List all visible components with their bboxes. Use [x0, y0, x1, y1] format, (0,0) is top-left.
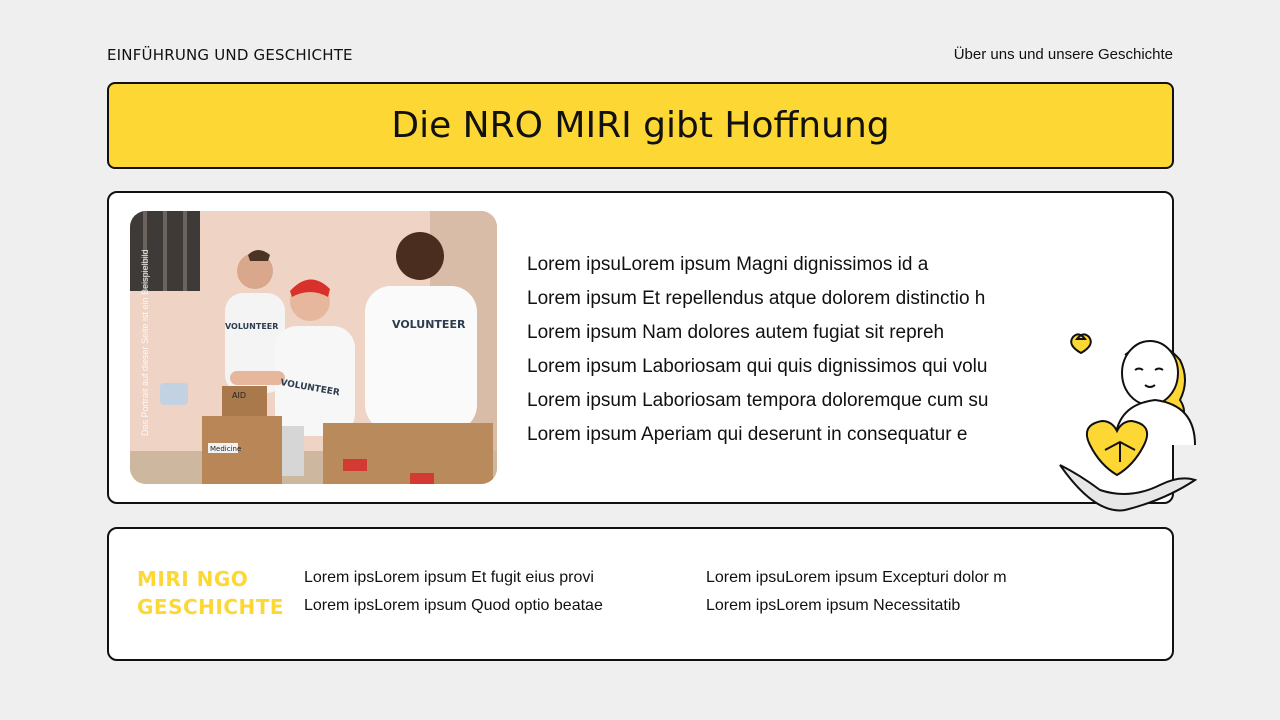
history-label-line: GESCHICHTE — [137, 595, 285, 619]
volunteers-photo — [130, 211, 497, 484]
body-line: Lorem ipsum Aperiam qui deserunt in consequatur e — [527, 424, 968, 445]
volunteers-illustration — [130, 211, 497, 484]
body-line: Lorem ipsum Et repellendus atque dolorem distinctio h — [527, 288, 986, 309]
shirt-label: VOLUNTEER — [392, 318, 466, 331]
section-subtitle: Über uns und unsere Geschichte — [953, 46, 1173, 63]
history-item: Lorem ipsuLorem ipsum Excepturi dolor m — [706, 569, 1007, 586]
history-label — [137, 565, 284, 621]
svg-text:AID: AID — [232, 391, 246, 400]
body-text — [527, 248, 1047, 452]
svg-text:VOLUNTEER: VOLUNTEER — [279, 378, 341, 399]
body-line: Lorem ipsuLorem ipsum Magni dignissimos id a — [527, 254, 929, 275]
history-item: Lorem ipsLorem ipsum Quod optio beatae — [304, 597, 603, 614]
history-column-1 — [304, 564, 603, 620]
photo-caption: Das Portrait auf dieser Seite ist ein Beispielbild — [140, 249, 150, 436]
svg-text:VOLUNTEER: VOLUNTEER — [225, 322, 279, 331]
section-label: EINFÜHRUNG UND GESCHICHTE — [107, 46, 353, 64]
history-column-2 — [706, 564, 1007, 620]
title-banner — [107, 82, 1174, 169]
body-line: Lorem ipsum Nam dolores autem fugiat sit repreh — [527, 322, 945, 343]
history-card — [107, 527, 1174, 661]
girl-holding-heart-illustration — [1055, 325, 1200, 515]
history-label-line: MIRI NGO — [137, 567, 249, 591]
body-line: Lorem ipsum Laboriosam tempora doloremque cum su — [527, 390, 989, 411]
body-line: Lorem ipsum Laboriosam qui quis dignissimos qui volu — [527, 356, 988, 377]
svg-text:Medicine: Medicine — [210, 445, 242, 453]
history-item: Lorem ipsLorem ipsum Et fugit eius provi — [304, 569, 594, 586]
content-card — [107, 191, 1174, 504]
history-item: Lorem ipsLorem ipsum Necessitatib — [706, 597, 961, 614]
page-title: Die NRO MIRI gibt Hoffnung — [391, 105, 890, 146]
